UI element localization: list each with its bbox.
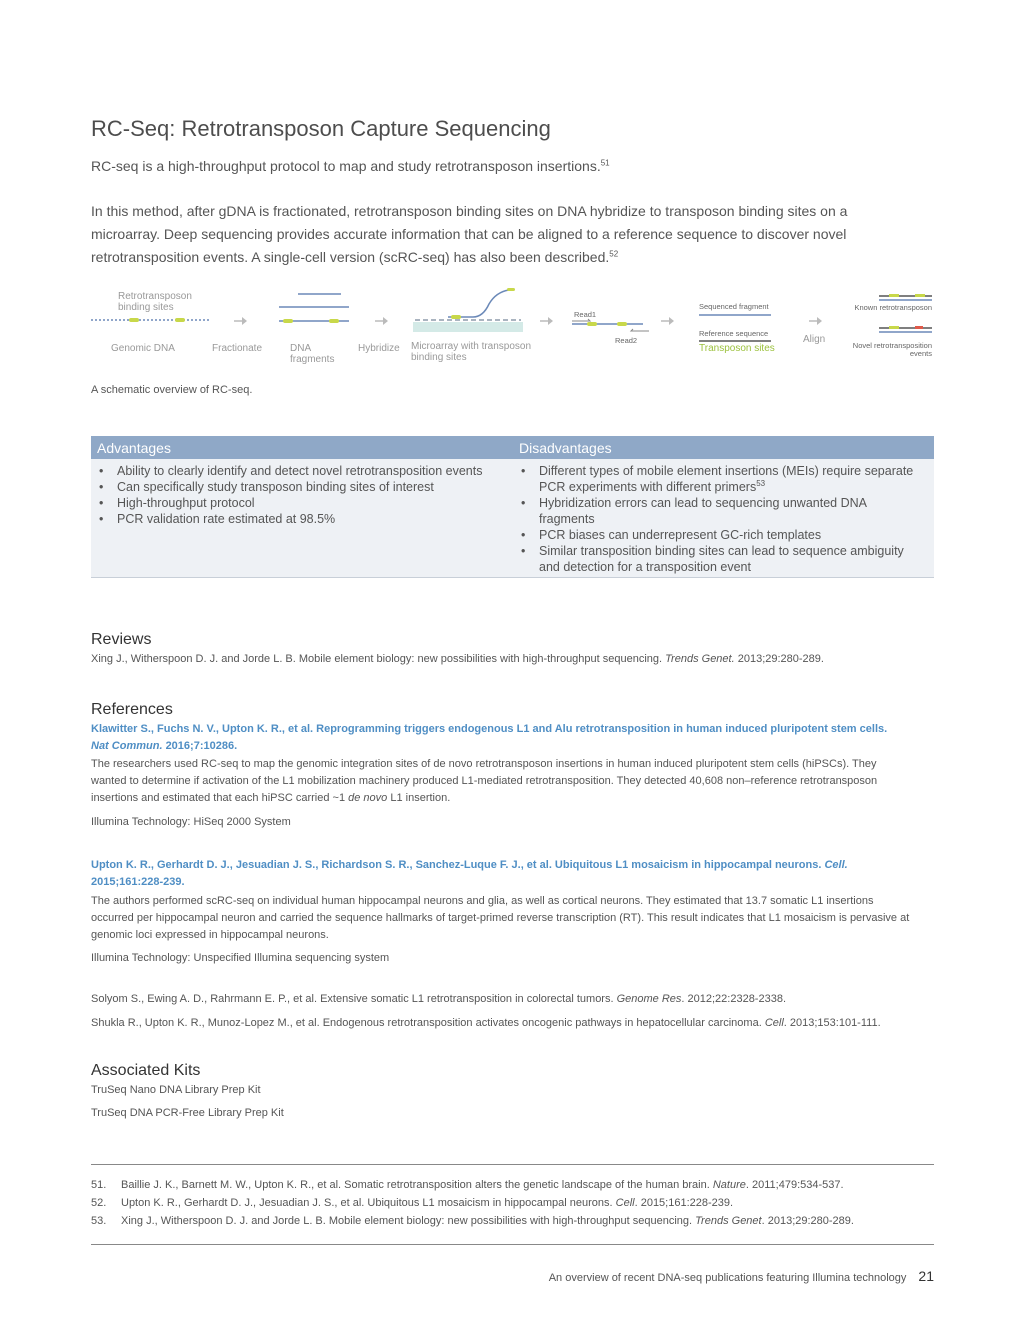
page-footer bbox=[549, 1268, 934, 1284]
footnote-number: 52. bbox=[91, 1197, 107, 1209]
subtitle-ref: 51 bbox=[600, 158, 610, 168]
footnote-number: 51. bbox=[91, 1179, 107, 1191]
reference-2-line[interactable] bbox=[91, 857, 934, 874]
extra-journal: Genome Res bbox=[616, 993, 682, 1005]
step-align: Align bbox=[803, 334, 826, 345]
review-cite: 2013;29:280-289. bbox=[737, 653, 824, 665]
arrow-icon bbox=[661, 317, 674, 325]
known-retro-label: Known retrotransposon bbox=[854, 303, 932, 312]
footnote-divider bbox=[91, 1164, 934, 1165]
review-citation bbox=[91, 651, 934, 668]
reference-2-cite[interactable]: 2015;161:228-239. bbox=[91, 876, 185, 888]
read2-arrow bbox=[631, 329, 649, 331]
microarray-chip bbox=[413, 322, 523, 332]
footnote-cite: . 2011;479:534-537. bbox=[745, 1179, 844, 1191]
intro-paragraph bbox=[91, 200, 934, 269]
retro-label-1: Retrotransposon bbox=[118, 291, 192, 302]
novel-retro-label-1: Novel retrotransposition bbox=[852, 341, 932, 350]
footnote-row bbox=[91, 1176, 934, 1194]
step-dna-fragments-1: DNA bbox=[290, 343, 312, 354]
reference-2-title[interactable] bbox=[91, 857, 934, 891]
footnote-number: 53. bbox=[91, 1215, 107, 1227]
step-microarray-1: Microarray with transposon bbox=[411, 341, 532, 352]
footnote-text bbox=[121, 1194, 733, 1212]
novel-retro-label-2: events bbox=[909, 349, 932, 358]
references-heading: References bbox=[91, 701, 173, 718]
summary-line: wanted to determine if activation of the L1 mobilization machinery produced L1-mediated retrotransposition. They detected 40,608 non–reference retrotransposon bbox=[91, 775, 878, 787]
intro-ref: 52 bbox=[609, 249, 619, 259]
page-title: RC-Seq: Retrotransposon Capture Sequencing bbox=[91, 116, 551, 141]
review-journal: Trends Genet. bbox=[665, 653, 735, 665]
disadvantage-item bbox=[539, 463, 928, 495]
reference-1-line[interactable]: Klawitter S., Fuchs N. V., Upton K. R., et al. Reprogramming triggers endogenous L1 and Alu retrotransposition in human induced pluripotent stem cells. bbox=[91, 723, 888, 735]
footnote-journal: Cell bbox=[615, 1197, 635, 1209]
footnotes bbox=[91, 1176, 934, 1230]
summary-italic: de novo bbox=[348, 792, 388, 804]
binding-site-mark bbox=[329, 319, 339, 323]
reference-2-technology: Illumina Technology: Unspecified Illumina sequencing system bbox=[91, 952, 390, 964]
advantages-table bbox=[91, 436, 934, 578]
footnote-row bbox=[91, 1212, 934, 1230]
step-fractionate: Fractionate bbox=[212, 343, 263, 354]
disadvantage-ref: 53 bbox=[756, 478, 766, 488]
extra-journal: Cell bbox=[764, 1017, 784, 1029]
extra-text: Shukla R., Upton K. R., Munoz-Lopez M., et al. Endogenous retrotransposition activates oncogenic pathways in hepatocellular carcinoma. bbox=[91, 1017, 762, 1029]
step-hybridize: Hybridize bbox=[358, 343, 400, 354]
footnote-body: Baillie J. K., Barnett M. W., Upton K. R., et al. Somatic retrotransposition alters the genetic landscape of the human brain. bbox=[121, 1179, 710, 1191]
reference-extra-1 bbox=[91, 991, 934, 1008]
advantage-item: • Ability to clearly identify and detect novel retrotransposition events bbox=[117, 463, 507, 479]
intro-line-text: retrotransposition events. A single-cell version (scRC-seq) has also been described. bbox=[91, 249, 610, 265]
summary-line bbox=[91, 790, 934, 807]
reference-extra-2 bbox=[91, 1015, 934, 1032]
summary-line: The researchers used RC-seq to map the genomic integration sites of de novo retrotransposon insertions in human induced pluripotent stem cells (hiPSCs). They bbox=[91, 758, 877, 770]
page-number: 21 bbox=[918, 1268, 934, 1284]
arrow-icon bbox=[234, 317, 247, 325]
transposon-sites-label: Transposon sites bbox=[699, 343, 775, 354]
advantages-cell bbox=[91, 459, 513, 578]
disadvantages-cell bbox=[513, 459, 934, 578]
arrow-icon bbox=[809, 317, 822, 325]
advantages-list bbox=[97, 463, 507, 527]
kit-item: TruSeq Nano DNA Library Prep Kit bbox=[91, 1084, 261, 1096]
kit-item: TruSeq DNA PCR-Free Library Prep Kit bbox=[91, 1107, 284, 1119]
footnote-journal: Trends Genet bbox=[695, 1215, 762, 1227]
disadvantages-list bbox=[519, 463, 928, 575]
summary-line: occurred per hippocampal neuron and carried the sequence hallmarks of target-primed reverse transcription (RT). This result indicates that L1 mosaicism is pervasive at bbox=[91, 912, 910, 924]
retro-label-2: binding sites bbox=[118, 302, 174, 313]
advantage-item: • PCR validation rate estimated at 98.5% bbox=[117, 511, 507, 527]
footer-divider bbox=[91, 1244, 934, 1245]
extra-text: Solyom S., Ewing A. D., Rahrmann E. P., et al. Extensive somatic L1 retrotransposition in colorectal tumors. bbox=[91, 993, 614, 1005]
footnote-cite: . 2013;29:280-289. bbox=[761, 1215, 854, 1227]
summary-line: The authors performed scRC-seq on individual human hippocampal neurons and glia, as well as cortical neurons. They estimated that 13.7 somatic L1 insertions bbox=[91, 895, 874, 907]
reference-1-cite-line[interactable] bbox=[91, 738, 934, 755]
known-retro-mark bbox=[879, 294, 932, 300]
hybridized-fragment bbox=[448, 290, 509, 317]
disadvantage-text: fragments bbox=[539, 512, 595, 526]
subtitle bbox=[91, 158, 610, 174]
disadvantage-text: Hybridization errors can lead to sequencing unwanted DNA bbox=[539, 496, 867, 510]
summary-line: genomic loci expressed in hippocampal neurons. bbox=[91, 929, 329, 941]
footnote-text bbox=[121, 1212, 854, 1230]
arrow-icon bbox=[540, 317, 553, 325]
step-microarray-2: binding sites bbox=[411, 352, 467, 363]
intro-line bbox=[91, 246, 934, 269]
read2-label: Read2 bbox=[615, 336, 638, 345]
intro-line: In this method, after gDNA is fractionated, retrotransposon binding sites on DNA hybridize to transposon binding sites on a bbox=[91, 203, 848, 219]
review-text: Xing J., Witherspoon D. J. and Jorde L. B. Mobile element biology: new possibilities with high-throughput sequencing. bbox=[91, 653, 663, 665]
binding-site-mark bbox=[175, 318, 185, 322]
binding-site-mark bbox=[507, 288, 515, 291]
extra-cite: . 2012;22:2328-2338. bbox=[681, 993, 786, 1005]
footnote-body: Upton K. R., Gerhardt D. J., Jesuadian J. S., et al. Ubiquitous L1 mosaicism in hippocampal neurons. bbox=[121, 1197, 613, 1209]
disadvantage-text: and detection for a transposition event bbox=[539, 560, 751, 574]
rc-seq-schematic bbox=[91, 284, 934, 374]
reference-sequence-label: Reference sequence bbox=[699, 329, 769, 338]
binding-site-mark bbox=[587, 322, 597, 326]
reference-1-title[interactable] bbox=[91, 721, 934, 755]
disadvantage-item bbox=[539, 495, 928, 527]
figure-caption: A schematic overview of RC-seq. bbox=[91, 384, 253, 396]
extra-cite: . 2013;153:101-111. bbox=[783, 1017, 881, 1029]
advantage-item: • High-throughput protocol bbox=[117, 495, 507, 511]
disadvantage-text: Similar transposition binding sites can lead to sequence ambiguity bbox=[539, 544, 904, 558]
binding-site-mark bbox=[451, 315, 461, 319]
footnote-row bbox=[91, 1194, 934, 1212]
advantages-header: Advantages bbox=[91, 436, 513, 459]
reference-1-cite[interactable]: 2016;7:10286. bbox=[165, 740, 238, 752]
intro-line: microarray. Deep sequencing provides accurate information that can be aligned to a reference sequence to discover novel bbox=[91, 226, 847, 242]
page-footer-text: An overview of recent DNA-seq publications featuring Illumina technology bbox=[548, 1272, 907, 1284]
binding-site-mark bbox=[283, 319, 293, 323]
footnote-text bbox=[121, 1176, 844, 1194]
summary-text: L1 insertion. bbox=[390, 792, 451, 804]
associated-kits-heading: Associated Kits bbox=[91, 1062, 201, 1079]
reviews-heading: Reviews bbox=[91, 631, 152, 648]
sequenced-fragment-label: Sequenced fragment bbox=[699, 302, 769, 311]
advantage-item: • Can specifically study transposon binding sites of interest bbox=[117, 479, 507, 495]
read1-label: Read1 bbox=[574, 310, 597, 319]
read1-arrow bbox=[572, 319, 590, 321]
disadvantages-header: Disadvantages bbox=[513, 436, 934, 459]
disadvantage-item: • PCR biases can underrepresent GC-rich templates bbox=[539, 527, 928, 543]
reference-2-summary bbox=[91, 893, 934, 944]
disadvantage-text: Different types of mobile element insertions (MEIs) require separate bbox=[539, 464, 914, 478]
footnote-journal: Nature bbox=[712, 1179, 746, 1191]
binding-site-mark bbox=[129, 318, 139, 322]
reference-2-journal[interactable]: Cell. bbox=[824, 859, 848, 871]
reference-1-technology: Illumina Technology: HiSeq 2000 System bbox=[91, 816, 291, 828]
summary-text: insertions and estimated that each hiPSC carried ~1 bbox=[91, 792, 346, 804]
reference-2-text[interactable]: Upton K. R., Gerhardt D. J., Jesuadian J. S., Richardson S. R., Sanchez-Luque F. J., et al. Ubiquitous L1 mosaicism in hippocampal neurons. bbox=[91, 859, 822, 871]
step-dna-fragments-2: fragments bbox=[290, 354, 335, 365]
footnote-body: Xing J., Witherspoon D. J. and Jorde L. B. Mobile element biology: new possibilities with high-throughput sequencing. bbox=[121, 1215, 693, 1227]
subtitle-text: RC-seq is a high-throughput protocol to map and study retrotransposon insertions. bbox=[91, 158, 601, 174]
reference-1-journal[interactable]: Nat Commun. bbox=[91, 740, 163, 752]
footnote-cite: . 2015;161:228-239. bbox=[634, 1197, 734, 1209]
arrow-icon bbox=[375, 317, 388, 325]
novel-retro-mark bbox=[879, 326, 932, 332]
disadvantage-item bbox=[539, 543, 928, 575]
reference-1-summary bbox=[91, 756, 934, 807]
disadvantage-text: PCR experiments with different primers bbox=[539, 480, 757, 494]
step-genomic-dna: Genomic DNA bbox=[111, 343, 175, 354]
binding-site-mark bbox=[617, 322, 627, 326]
